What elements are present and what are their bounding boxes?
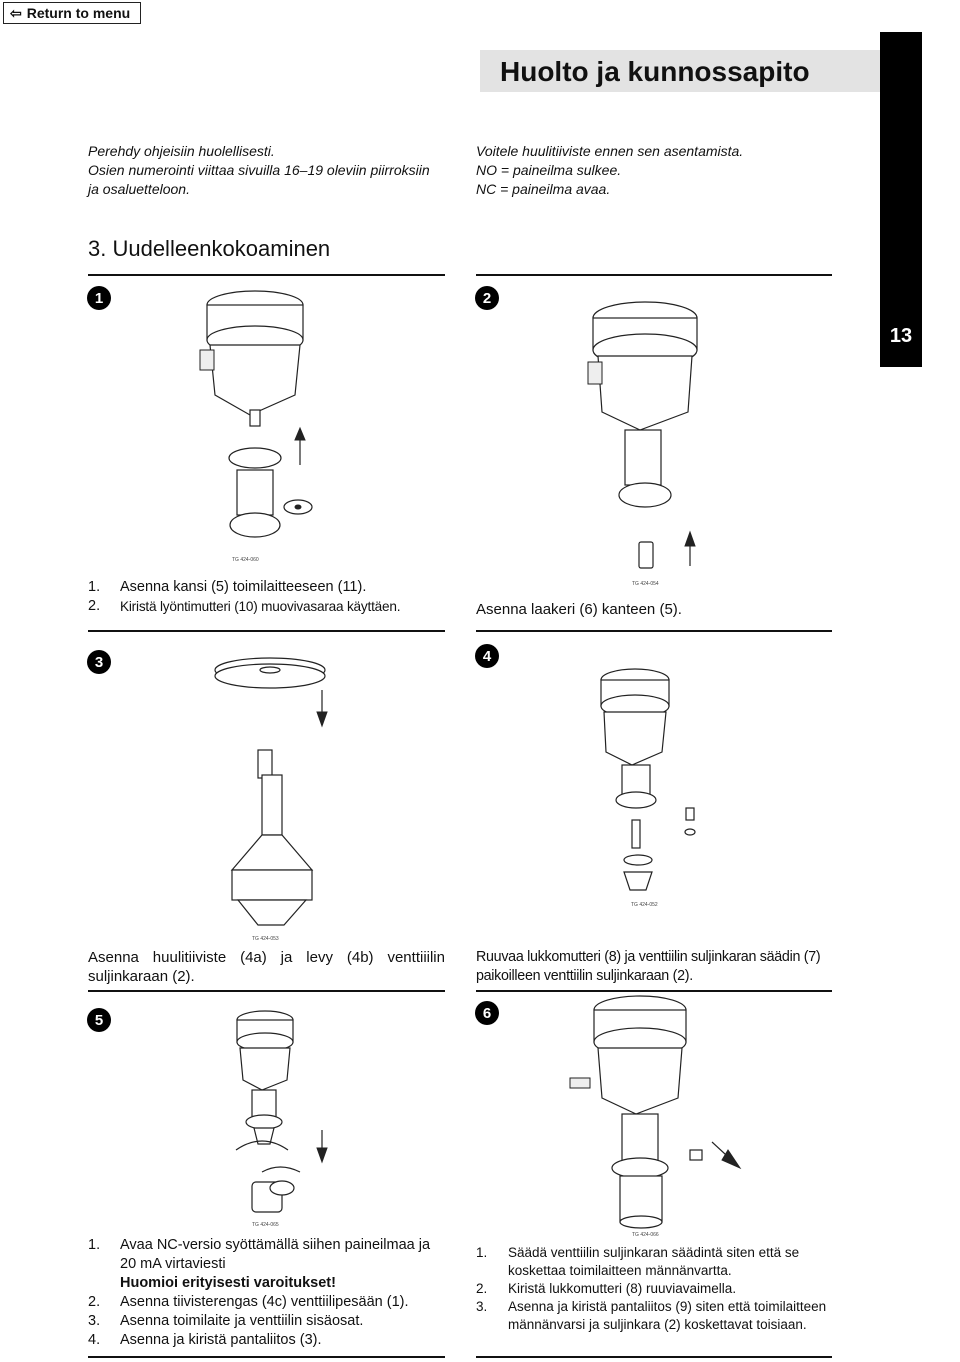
- step-6-list: [476, 1244, 832, 1334]
- item-number: 1.: [476, 1245, 488, 1260]
- list-item: [88, 597, 448, 616]
- list-item: [88, 1312, 448, 1331]
- item-number: 2.: [88, 598, 101, 614]
- step-number-4: 4: [475, 644, 499, 668]
- return-label: Return to menu: [26, 5, 131, 21]
- item-text: Asenna ja kiristä pantaliitos (3).: [120, 1332, 322, 1348]
- list-item: [88, 1236, 448, 1274]
- item-text: Säädä venttiilin suljinkaran säädintä siten että se koskettaa toimilaitteen männänvartta.: [508, 1245, 800, 1278]
- page-title: Huolto ja kunnossapito: [500, 56, 810, 87]
- item-number: 3.: [88, 1313, 101, 1329]
- intro-line: Perehdy ohjeisiin huolellisesti.: [88, 143, 275, 159]
- list-item: [88, 1293, 448, 1312]
- figure-tag: TG 424-052: [631, 902, 658, 908]
- step-number-6: 6: [475, 1001, 499, 1025]
- item-number: 4.: [88, 1332, 101, 1348]
- intro-line: Voitele huulitiiviste ennen sen asentamista.: [476, 143, 744, 159]
- item-text: Asenna ja kiristä pantaliitos (9) siten että toimilaitteen männänvarsi ja suljinkara (2) koskettavat toisiaan.: [508, 1299, 827, 1332]
- item-number: 3.: [476, 1299, 488, 1314]
- figure-tag: TG 424-065: [252, 1222, 279, 1228]
- item-text: Kiristä lyöntimutteri (10) muovivasaraa käyttäen.: [120, 599, 401, 614]
- item-number: [88, 1274, 120, 1293]
- list-item: [476, 1298, 832, 1334]
- warning-text: Huomioi erityisesti varoitukset!: [120, 1275, 336, 1291]
- step-5-list: [88, 1236, 448, 1350]
- section-heading: 3. Uudelleenkokoaminen: [88, 236, 331, 261]
- item-text: Asenna toimilaite ja venttiilin sisäosat.: [120, 1313, 364, 1329]
- intro-line: ja osaluetteloon.: [88, 181, 190, 197]
- step-number-2: 2: [475, 286, 499, 310]
- item-number: 1.: [88, 579, 101, 595]
- item-text: Avaa NC-versio syöttämällä siihen paineilmaa ja 20 mA virtaviesti: [120, 1237, 431, 1272]
- step-1-list: [88, 578, 448, 616]
- item-text: Kiristä lukkomutteri (8) ruuviavaimella.: [508, 1281, 737, 1296]
- figure-tag: TG 424-066: [632, 1232, 659, 1238]
- step-number-1: 1: [87, 286, 111, 310]
- list-item: [88, 1331, 448, 1350]
- list-item: [88, 1274, 448, 1293]
- step-number-5: 5: [87, 1008, 111, 1032]
- list-item: [88, 578, 448, 597]
- item-number: 2.: [476, 1281, 488, 1296]
- intro-line: Osien numerointi viittaa sivuilla 16–19 oleviin piirroksiin: [88, 162, 430, 178]
- step-3-text: Asenna huulitiiviste (4a) ja levy (4b) venttiiilin suljinkaraan (2).: [88, 949, 445, 985]
- step-4-text: Ruuvaa lukkomutteri (8) ja venttiilin suljinkaran säädin (7) paikoilleen venttiilin suljinkaraan (2).: [476, 949, 821, 984]
- item-number: 1.: [88, 1237, 101, 1253]
- step-2-text: Asenna laakeri (6) kanteen (5).: [476, 601, 682, 618]
- step-number-3: 3: [87, 650, 111, 674]
- item-text: Asenna tiivisterengas (4c) venttiilipesään (1).: [120, 1294, 409, 1310]
- figure-tag: TG 424-060: [232, 557, 259, 563]
- item-number: 2.: [88, 1294, 101, 1310]
- item-text: Asenna kansi (5) toimilaitteeseen (11).: [120, 579, 367, 595]
- figure-tag: TG 424-054: [632, 581, 659, 587]
- back-arrow-icon: ⇦: [10, 4, 22, 21]
- figure-tag: TG 424-053: [252, 936, 279, 942]
- list-item: [476, 1244, 832, 1280]
- intro-line: NC = paineilma avaa.: [476, 181, 611, 197]
- list-item: [476, 1280, 832, 1298]
- intro-line: NO = paineilma sulkee.: [476, 162, 622, 178]
- page-number: 13: [889, 325, 913, 347]
